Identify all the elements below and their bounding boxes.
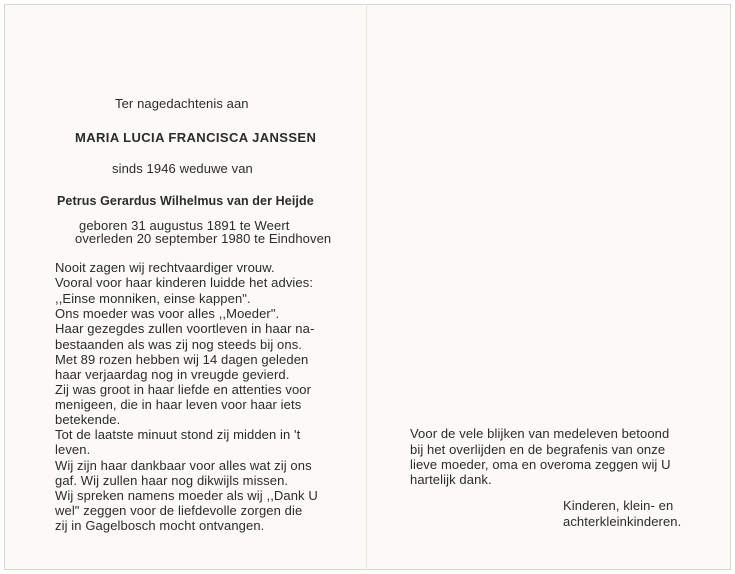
deceased-name: MARIA LUCIA FRANCISCA JANSSEN xyxy=(75,130,317,145)
poem-line: ,,Einse monniken, einse kappen". xyxy=(55,291,251,306)
poem-line: bestaanden als was zij nog steeds bij ons. xyxy=(55,337,303,352)
thanks-line: hartelijk dank. xyxy=(410,472,492,487)
poem-line: menigeen, die in haar leven voor haar iets xyxy=(55,397,302,412)
poem-line: betekende. xyxy=(55,412,121,427)
poem-line: leven. xyxy=(55,442,91,457)
signature-line: achterkleinkinderen. xyxy=(563,514,682,529)
died-line: overleden 20 september 1980 te Eindhoven xyxy=(75,231,332,246)
poem-line: Vooral voor haar kinderen luidde het advies: xyxy=(55,275,314,290)
poem-line: Nooit zagen wij rechtvaardiger vrouw. xyxy=(55,260,275,275)
poem-line: Haar gezegdes zullen voortleven in haar na- xyxy=(55,321,315,336)
in-memory-line: Ter nagedachtenis aan xyxy=(115,96,249,111)
thanks-line: Voor de vele blijken van medeleven betoond xyxy=(410,426,670,441)
card-fold xyxy=(366,4,367,570)
poem-line: Tot de laatste minuut stond zij midden in 't xyxy=(55,427,301,442)
poem-line: wel" zeggen voor de liefdevolle zorgen die xyxy=(55,503,303,518)
poem-line: Zij was groot in haar liefde en attenties voor xyxy=(55,382,312,397)
widow-line: sinds 1946 weduwe van xyxy=(112,161,253,176)
poem-line: haar verjaardag nog in vreugde gevierd. xyxy=(55,367,290,382)
husband-name: Petrus Gerardus Wilhelmus van der Heijde xyxy=(57,194,314,208)
poem-line: zij in Gagelbosch mocht ontvangen. xyxy=(55,518,265,533)
poem-line: Wij zijn haar dankbaar voor alles wat zij ons xyxy=(55,458,312,473)
poem-line: Wij spreken namens moeder als wij ,,Dank U xyxy=(55,488,318,503)
born-line: geboren 31 augustus 1891 te Weert xyxy=(79,218,290,233)
thanks-line: lieve moeder, oma en overoma zeggen wij U xyxy=(410,457,671,472)
poem-line: Ons moeder was voor alles ,,Moeder". xyxy=(55,306,280,321)
poem-line: gaf. Wij zullen haar nog dikwijls missen. xyxy=(55,473,289,488)
poem-line: Met 89 rozen hebben wij 14 dagen geleden xyxy=(55,352,309,367)
signature-line: Kinderen, klein- en xyxy=(563,498,674,513)
thanks-line: bij het overlijden en de begrafenis van onze xyxy=(410,442,666,457)
